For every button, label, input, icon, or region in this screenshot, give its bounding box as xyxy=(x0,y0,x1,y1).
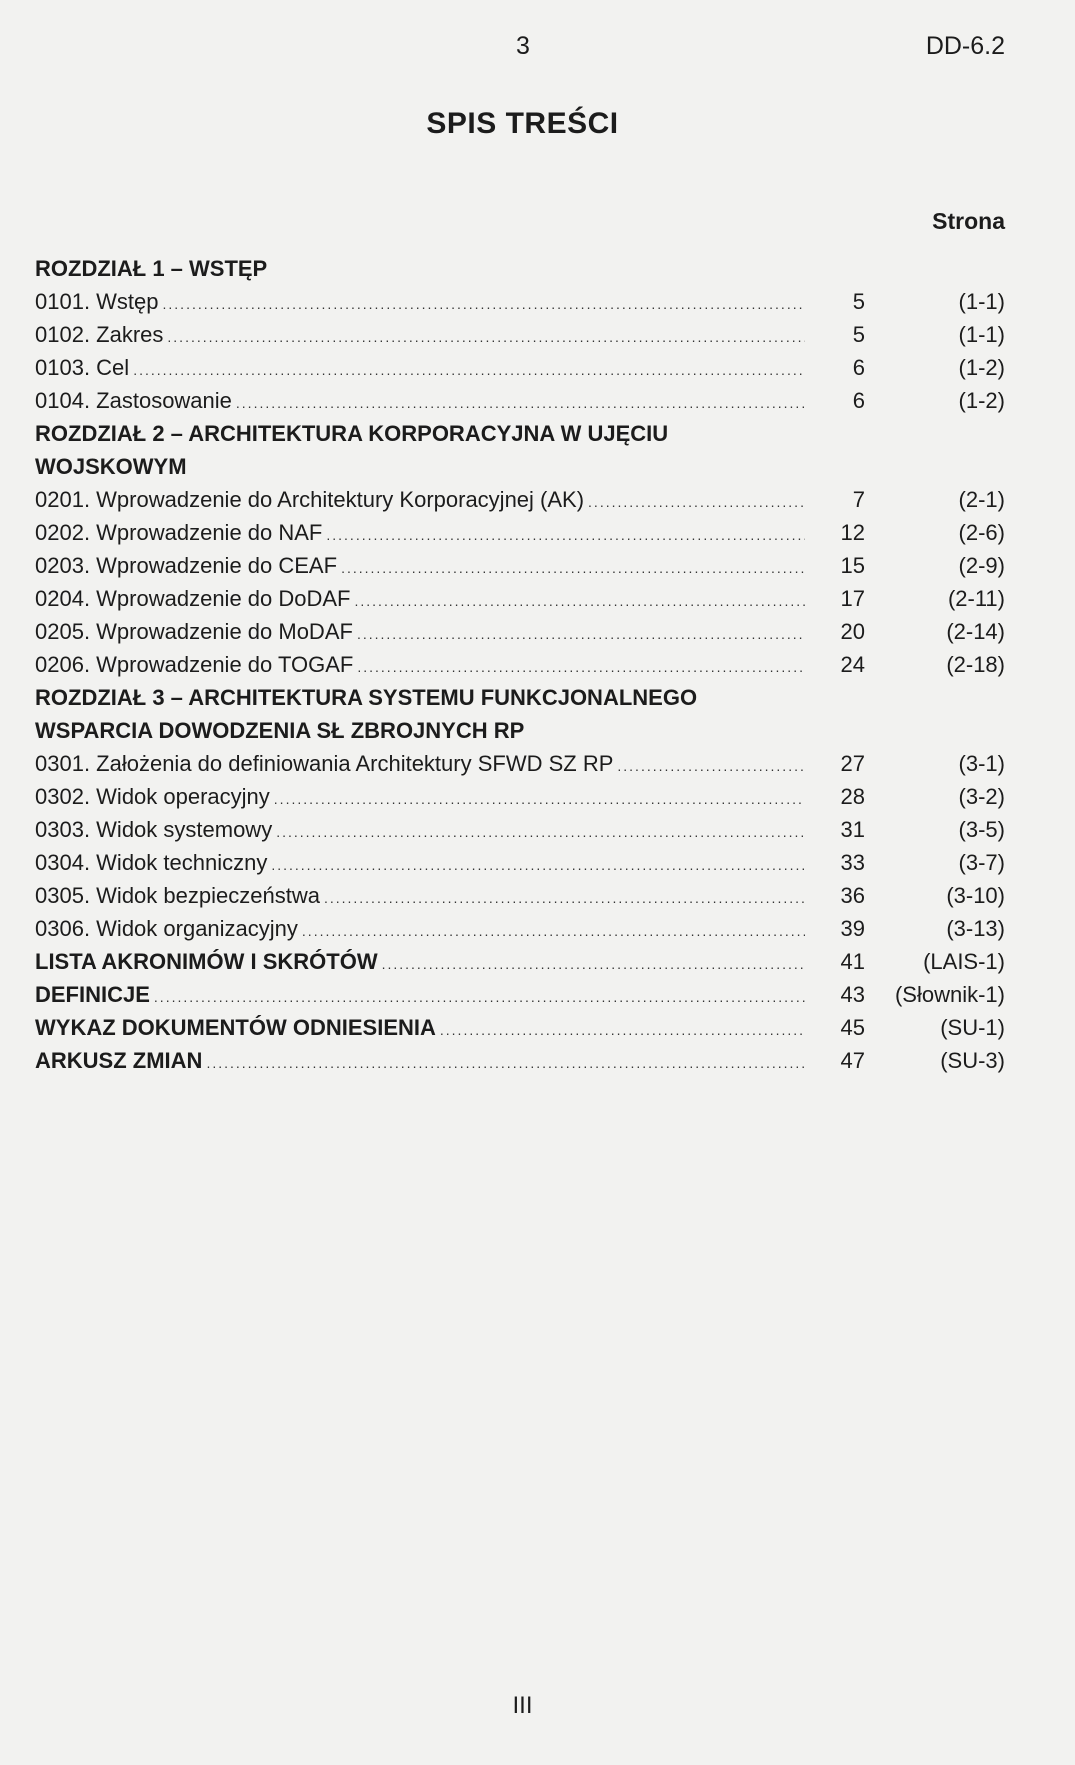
entry-title: 0104. Zastosowanie xyxy=(35,388,232,413)
entry-title: 0205. Wprowadzenie do MoDAF xyxy=(35,619,353,644)
dot-leader xyxy=(271,849,805,882)
entry-page: 41 xyxy=(840,949,865,974)
entry-title: 0305. Widok bezpieczeństwa xyxy=(35,883,320,908)
entry-title: 0306. Widok organizacyjny xyxy=(35,916,298,941)
entry-section: (1-1) xyxy=(958,322,1005,347)
entry-page: 39 xyxy=(840,916,865,941)
dot-leader xyxy=(355,585,806,618)
toc-entry[interactable] xyxy=(35,516,1005,549)
dot-leader xyxy=(163,288,805,321)
entry-page: 12 xyxy=(840,520,865,545)
dot-leader xyxy=(276,816,805,849)
entry-page: 33 xyxy=(840,850,865,875)
toc-entry[interactable] xyxy=(35,384,1005,417)
entry-section: (3-10) xyxy=(946,883,1005,908)
toc-appendix-entry[interactable] xyxy=(35,1011,1005,1044)
toc-entry[interactable] xyxy=(35,747,1005,780)
toc-appendix-entry[interactable] xyxy=(35,978,1005,1011)
entry-page: 5 xyxy=(852,322,865,347)
entry-title: 0204. Wprowadzenie do DoDAF xyxy=(35,586,351,611)
entry-title: DEFINICJE xyxy=(35,982,150,1007)
entry-page: 17 xyxy=(840,586,865,611)
entry-page: 20 xyxy=(840,619,865,644)
page-title: SPIS TREŚCI xyxy=(426,107,619,140)
entry-title: 0301. Założenia do definiowania Architektury SFWD SZ RP xyxy=(35,751,614,776)
table-of-contents xyxy=(35,252,1005,1077)
entry-page: 5 xyxy=(852,289,865,314)
entry-section: (2-18) xyxy=(946,652,1005,677)
dot-leader xyxy=(154,981,805,1014)
entry-page: 45 xyxy=(840,1015,865,1040)
toc-entry[interactable] xyxy=(35,351,1005,384)
entry-page: 27 xyxy=(840,751,865,776)
entry-page: 6 xyxy=(852,388,865,413)
chapter-heading: ROZDZIAŁ 1 – WSTĘP xyxy=(35,256,268,281)
entry-section: (2-14) xyxy=(946,619,1005,644)
toc-appendix-entry[interactable] xyxy=(35,1044,1005,1077)
entry-section: (3-1) xyxy=(958,751,1005,776)
toc-entry[interactable] xyxy=(35,582,1005,615)
entry-title: LISTA AKRONIMÓW I SKRÓTÓW xyxy=(35,949,378,974)
toc-entry[interactable] xyxy=(35,549,1005,582)
dot-leader xyxy=(440,1014,805,1047)
dot-leader xyxy=(341,552,805,585)
entry-section: (3-2) xyxy=(958,784,1005,809)
entry-title: ARKUSZ ZMIAN xyxy=(35,1048,203,1073)
entry-page: 31 xyxy=(840,817,865,842)
dot-leader xyxy=(302,915,805,948)
entry-section: (2-9) xyxy=(958,553,1005,578)
entry-title: 0102. Zakres xyxy=(35,322,164,347)
toc-entry[interactable] xyxy=(35,318,1005,351)
page-number: 3 xyxy=(516,32,530,60)
entry-section: (3-5) xyxy=(958,817,1005,842)
entry-section: (3-7) xyxy=(958,850,1005,875)
entry-page: 43 xyxy=(840,982,865,1007)
entry-section: (SU-3) xyxy=(940,1048,1005,1073)
dot-leader xyxy=(617,750,805,783)
toc-entry[interactable] xyxy=(35,912,1005,945)
entry-section: (1-1) xyxy=(958,289,1005,314)
toc-entry[interactable] xyxy=(35,483,1005,516)
entry-section: (3-13) xyxy=(946,916,1005,941)
dot-leader xyxy=(324,882,805,915)
dot-leader xyxy=(133,354,805,387)
entry-section: (Słownik-1) xyxy=(894,982,1005,1007)
entry-title: WYKAZ DOKUMENTÓW ODNIESIENIA xyxy=(35,1015,436,1040)
document-code: DD-6.2 xyxy=(925,32,1005,60)
entry-page: 36 xyxy=(840,883,865,908)
entry-title: 0303. Widok systemowy xyxy=(35,817,273,842)
entry-title: 0101. Wstęp xyxy=(35,289,159,314)
entry-title: 0302. Widok operacyjny xyxy=(35,784,270,809)
dot-leader xyxy=(167,321,805,354)
entry-section: (LAIS-1) xyxy=(923,949,1005,974)
entry-title: 0206. Wprowadzenie do TOGAF xyxy=(35,652,354,677)
toc-entry[interactable] xyxy=(35,285,1005,318)
chapter-heading: ROZDZIAŁ 2 – ARCHITEKTURA KORPORACYJNA W UJĘCIU WOJSKOWYM xyxy=(35,421,669,479)
toc-entry[interactable] xyxy=(35,846,1005,879)
toc-entry[interactable] xyxy=(35,879,1005,912)
entry-title: 0202. Wprowadzenie do NAF xyxy=(35,520,323,545)
entry-section: (2-6) xyxy=(958,520,1005,545)
toc-appendix-entry[interactable] xyxy=(35,945,1005,978)
entry-page: 15 xyxy=(840,553,865,578)
toc-entry[interactable] xyxy=(35,780,1005,813)
column-label-strona: Strona xyxy=(932,208,1005,234)
entry-title: 0201. Wprowadzenie do Architektury Korporacyjnej (AK) xyxy=(35,487,585,512)
chapter-heading: ROZDZIAŁ 3 – ARCHITEKTURA SYSTEMU FUNKCJONALNEGO WSPARCIA DOWODZENIA SŁ ZBROJNYCH RP xyxy=(35,685,698,743)
dot-leader xyxy=(357,618,805,651)
dot-leader xyxy=(274,783,805,816)
entry-page: 7 xyxy=(852,487,865,512)
entry-title: 0103. Cel xyxy=(35,355,130,380)
entry-page: 28 xyxy=(840,784,865,809)
entry-section: (1-2) xyxy=(958,355,1005,380)
dot-leader xyxy=(588,486,805,519)
toc-entry[interactable] xyxy=(35,615,1005,648)
entry-section: (2-11) xyxy=(947,586,1005,611)
entry-section: (1-2) xyxy=(958,388,1005,413)
toc-entry[interactable] xyxy=(35,813,1005,846)
entry-page: 24 xyxy=(840,652,865,677)
roman-page-number: III xyxy=(512,1692,533,1719)
dot-leader xyxy=(326,519,805,552)
dot-leader xyxy=(236,387,805,420)
dot-leader xyxy=(382,948,805,981)
entry-section: (SU-1) xyxy=(940,1015,1005,1040)
entry-page: 47 xyxy=(840,1048,865,1073)
entry-title: 0203. Wprowadzenie do CEAF xyxy=(35,553,338,578)
toc-entry[interactable] xyxy=(35,648,1005,681)
dot-leader xyxy=(357,651,805,684)
entry-section: (2-1) xyxy=(958,487,1005,512)
entry-page: 6 xyxy=(852,355,865,380)
dot-leader xyxy=(206,1047,805,1080)
entry-title: 0304. Widok techniczny xyxy=(35,850,268,875)
